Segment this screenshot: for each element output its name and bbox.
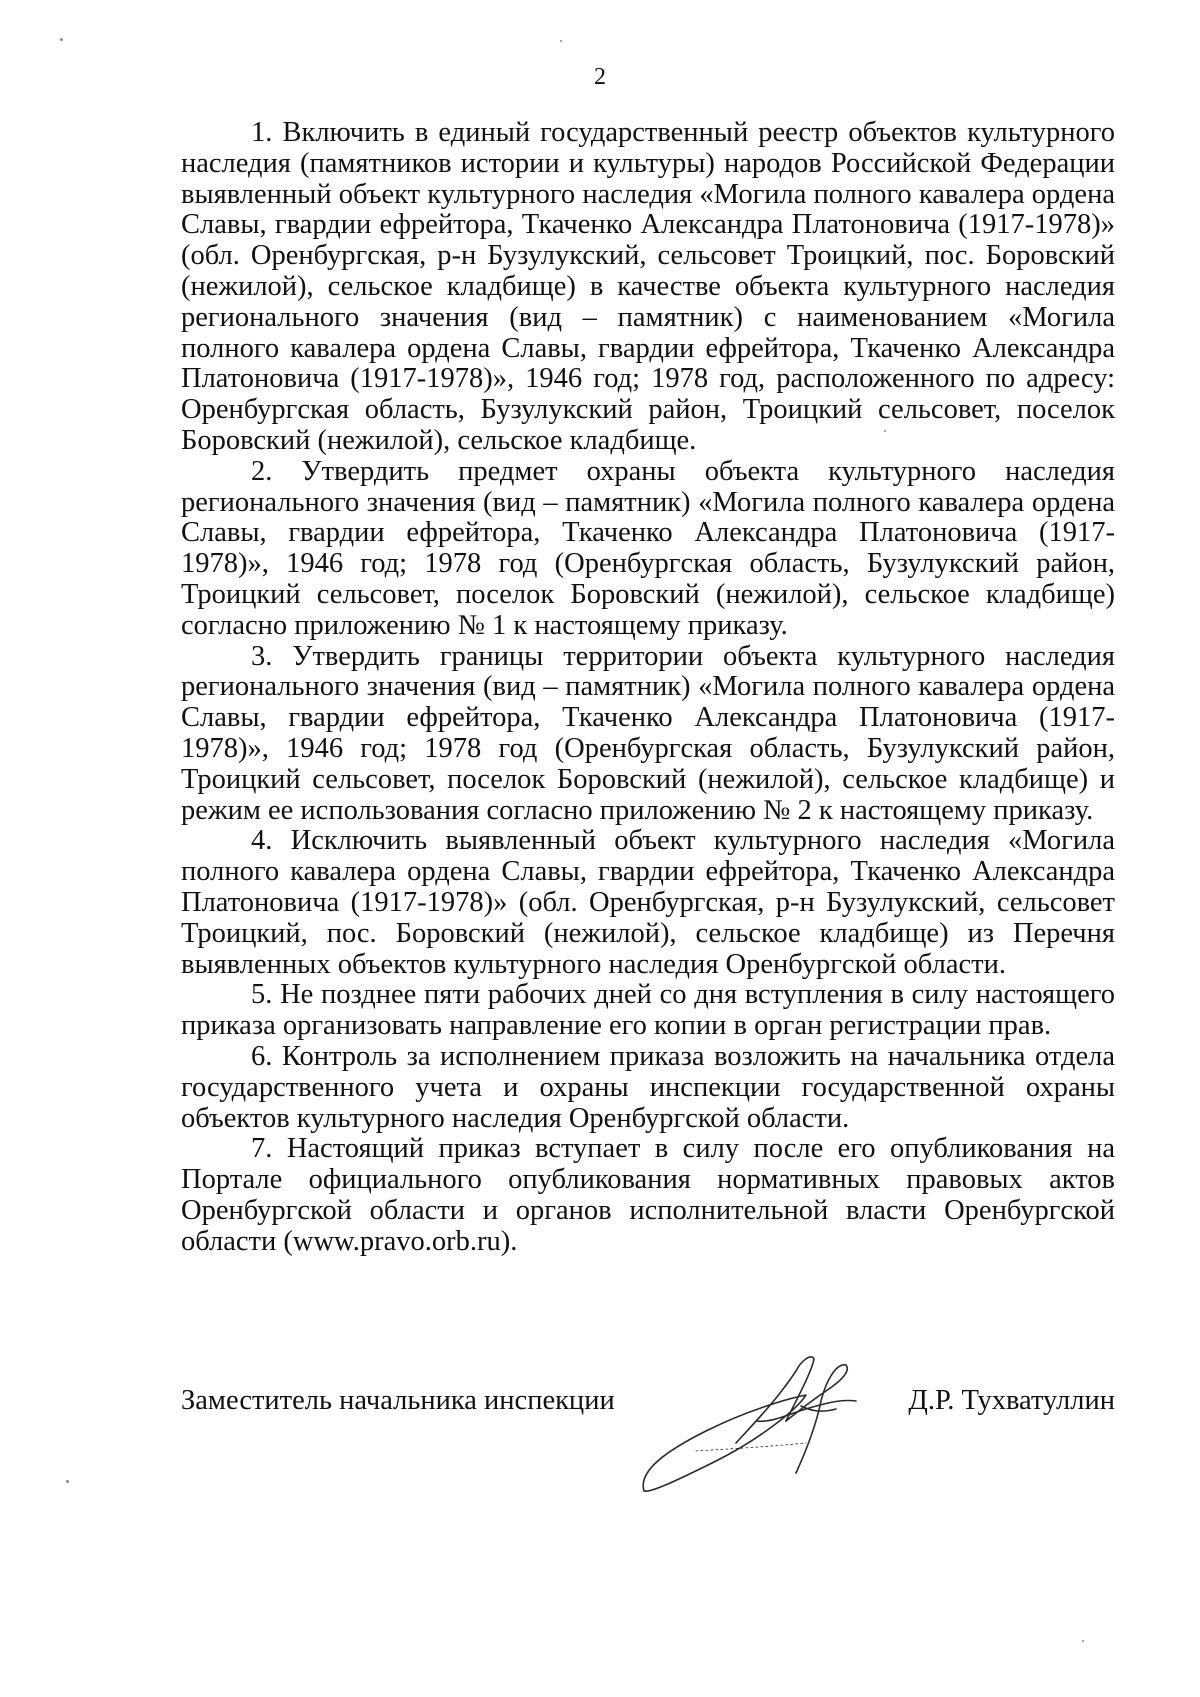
paragraph-1: 1. Включить в единый государственный реестр объектов культурного наследия (памятников истории и культуры) народов Российской Федерации выявленный объект культурного наследия «Могила полного кавалера ордена Славы, гвардии ефрейтора, Ткаченко Александра Платоновича (1917-1978)» (обл. Оренбургская, р-н Бузулукский, сельсовет Троицкий, пос. Боровский (нежилой), сельское кладбище) в качестве объекта культурного наследия регионального значения (вид – памятник) с наименованием «Могила полного кавалера ордена Славы, гвардии ефрейтора, Ткаченко Александра Платоновича (1917-1978)», 1946 год; 1978 год, расположенного по адресу: Оренбургская область, Бузулукский район, Троицкий сельсовет, поселок Боровский (нежилой), сельское кладбище. <box>181 117 1115 456</box>
handwritten-signature <box>636 1351 896 1501</box>
document-body <box>181 118 1115 1257</box>
scan-speck <box>1082 1640 1084 1642</box>
paragraph-6: 6. Контроль за исполнением приказа возложить на начальника отдела государственного учета и охраны инспекции государственной охраны объектов культурного наследия Оренбургской области. <box>181 1040 1115 1134</box>
paragraph-5: 5. Не позднее пяти рабочих дней со дня вступления в силу настоящего приказа организовать направление его копии в орган регистрации прав. <box>181 979 1115 1042</box>
signatory-name: Д.Р. Тухватуллин <box>908 1385 1115 1416</box>
paragraph-4: 4. Исключить выявленный объект культурного наследия «Могила полного кавалера ордена Славы, гвардии ефрейтора, Ткаченко Александра Платоновича (1917-1978)» (обл. Оренбургская, р-н Бузулукский, сельсовет Троицкий, пос. Боровский (нежилой), сельское кладбище) из Перечня выявленных объектов культурного наследия Оренбургской области. <box>181 825 1115 980</box>
paragraph-3: 3. Утвердить границы территории объекта культурного наследия регионального значения (вид – памятник) «Могила полного кавалера ордена Славы, гвардии ефрейтора, Ткаченко Александра Платоновича (1917-1978)», 1946 год; 1978 год (Оренбургская область, Бузулукский район, Троицкий сельсовет, поселок Боровский (нежилой), сельское кладбище) и режим ее использования согласно приложению № 2 к настоящему приказу. <box>181 640 1115 826</box>
scan-speck <box>66 1480 69 1483</box>
signature-block <box>181 1385 1115 1505</box>
scan-speck <box>60 38 63 41</box>
scan-speck <box>560 40 562 42</box>
paragraph-2: 2. Утвердить предмет охраны объекта культурного наследия регионального значения (вид – памятник) «Могила полного кавалера ордена Славы, гвардии ефрейтора, Ткаченко Александра Платоновича (1917-1978)», 1946 год; 1978 год (Оренбургская область, Бузулукский район, Троицкий сельсовет, поселок Боровский (нежилой), сельское кладбище) согласно приложению № 1 к настоящему приказу. <box>181 455 1115 641</box>
page-number: 2 <box>594 64 606 90</box>
signatory-position: Заместитель начальника инспекции <box>181 1385 615 1416</box>
paragraph-7: 7. Настоящий приказ вступает в силу после его опубликования на Портале официального опубликования нормативных правовых актов Оренбургской области и органов исполнительной власти Оренбургской области (www.pravo.orb.ru). <box>181 1133 1115 1257</box>
scan-speck <box>884 430 886 432</box>
